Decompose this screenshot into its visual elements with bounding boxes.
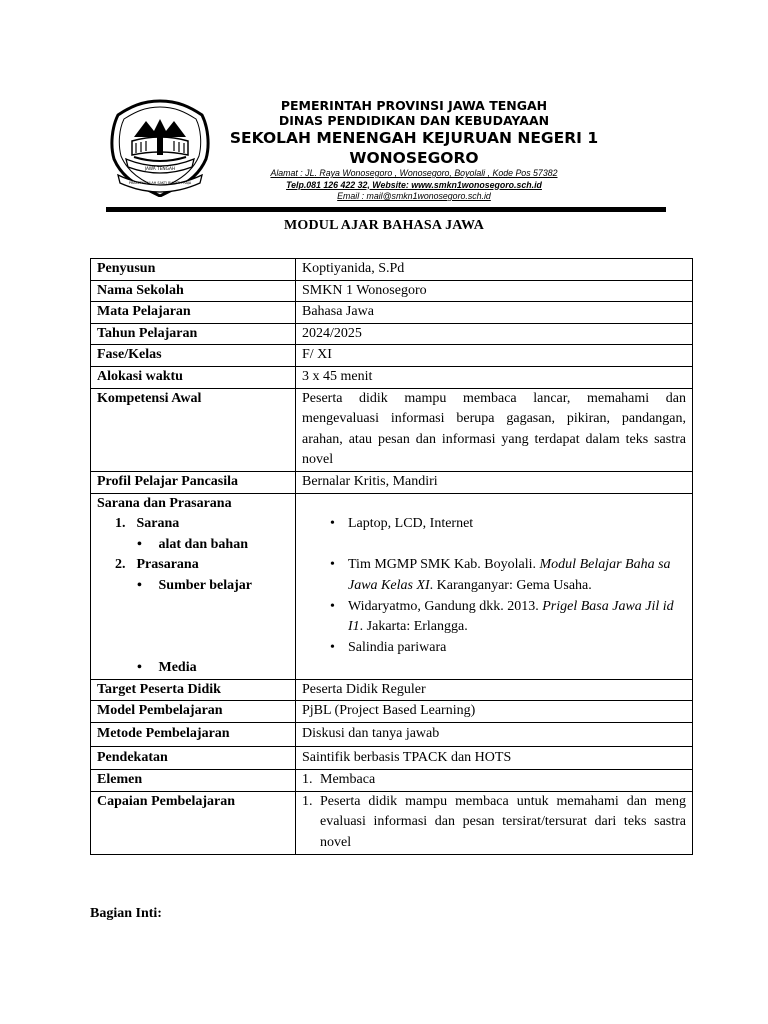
row-value [296,791,693,854]
source-1-publisher: . Karanganyar: Gema Usaha. [429,577,592,593]
table-row [91,280,693,302]
list-value: Peserta didik mampu membaca untuk memahami dan meng evaluasi informasi dan pesan tersirat/tersurat dari teks sastra novel [320,793,686,851]
source-2-publisher: . Jakarta: Erlangga. [359,619,468,635]
row-label: Nama Sekolah [91,280,296,302]
letterhead-divider [106,207,666,212]
table-row [91,323,693,345]
bullet-icon: • [137,660,142,676]
table-row [91,388,693,471]
table-row [91,471,693,493]
logo-motto-text: PRASETYA ULAH SAKTI BHAKTI PRAJA [128,181,192,185]
row-value: 3 x 45 menit [296,366,693,388]
list-number: 2. [115,557,126,573]
row-value: Saintifik berbasis TPACK dan HOTS [296,746,693,770]
provincial-emblem-logo [104,97,216,197]
table-row [91,791,693,854]
list-label: Sumber belajar [158,577,252,593]
table-row [91,679,693,701]
list-item [115,514,289,535]
logo-banner-text: JAWA TENGAH [144,167,176,172]
table-row [91,302,693,324]
row-value: 2024/2025 [296,323,693,345]
list-number: 1. [302,772,313,788]
table-row [91,345,693,367]
row-value: F/ XI [296,345,693,367]
row-label: Target Peserta Didik [91,679,296,701]
list-item [302,792,686,854]
row-label: Kompetensi Awal [91,388,296,471]
letterhead-line-1: PEMERINTAH PROVINSI JAWA TENGAH [280,98,548,113]
row-value: Peserta didik mampu membaca lancar, memahami dan mengevaluasi informasi berupa gagasan, pikiran, pandangan, arahan, atau pesan dan informasi yang terdapat dalam teks sastra novel [296,388,693,471]
source-1-title: Modul Belajar Baha sa Jawa Kelas XI [348,557,671,593]
school-phone-website: Telp.081 126 422 32, Website: www.smkn1wonosegoro.sch.id [286,179,542,190]
row-label: Penyusun [91,259,296,281]
bullet-icon: • [137,536,142,552]
list-label: Sarana [136,516,180,532]
list-label: Prasarana [136,557,199,573]
row-value: Bahasa Jawa [296,302,693,324]
row-label: Mata Pelajaran [91,302,296,324]
list-item [137,576,289,597]
list-item [330,555,686,596]
school-name: SEKOLAH MENENGAH KEJURUAN NEGERI 1 [229,129,599,147]
list-label: alat dan bahan [158,536,248,552]
table-row [91,770,693,792]
list-value: Salindia pariwara [348,639,447,655]
row-label: Profil Pelajar Pancasila [91,471,296,493]
bullet-icon: • [137,577,142,593]
school-name-line-2: WONOSEGORO [349,149,479,167]
spacer [97,597,289,659]
row-label: Elemen [91,770,296,792]
bullet-icon: • [330,516,335,532]
list-item [330,638,686,659]
list-label: Media [158,660,197,676]
school-email: Email : mail@smkn1wonosegoro.sch.id [337,191,491,201]
table-row [91,259,693,281]
list-number: 1. [115,516,126,532]
list-item [302,770,686,791]
row-value: PjBL (Project Based Learning) [296,701,693,723]
module-info-table [90,258,693,855]
row-value: Koptiyanida, S.Pd [296,259,693,281]
list-item [330,597,686,638]
row-label: Fase/Kelas [91,345,296,367]
spacer [302,535,686,556]
source-2-title: Prigel Basa Jawa Jil id I1 [348,598,674,635]
row-label: Pendekatan [91,746,296,770]
row-value: Peserta Didik Reguler [296,679,693,701]
row-label: Tahun Pelajaran [91,323,296,345]
row-value: Diskusi dan tanya jawab [296,723,693,747]
bullet-icon: • [330,557,335,573]
sarana-heading: Sarana dan Prasarana [97,495,232,511]
row-value [296,493,693,679]
table-row [91,746,693,770]
source-1-author: Tim MGMP SMK Kab. Boyolali. [348,557,540,573]
source-2-author: Widaryatmo, Gandung dkk. 2013. [348,598,543,614]
row-value: Bernalar Kritis, Mandiri [296,471,693,493]
list-item [137,658,289,679]
spacer [302,494,686,515]
list-item [330,514,686,535]
table-row [91,701,693,723]
document-title: MODUL AJAR BAHASA JAWA [283,218,485,233]
row-label [91,493,296,679]
section-heading-bagian-inti: Bagian Inti: [90,906,162,921]
row-value: SMKN 1 Wonosegoro [296,280,693,302]
table-row [91,366,693,388]
row-label: Metode Pembelajaran [91,723,296,747]
list-number: 1. [302,793,313,809]
school-address: Alamat : JL. Raya Wonosegoro , Wonosegoro, Boyolali , Kode Pos 57382 [270,168,558,178]
table-row [91,723,693,747]
letterhead-line-2: DINAS PENDIDIKAN DAN KEBUDAYAAN [278,113,550,128]
list-value: Membaca [320,772,376,788]
table-row-sarana [91,493,693,679]
list-item [137,535,289,556]
list-value: Laptop, LCD, Internet [348,516,474,532]
list-item [115,555,289,576]
bullet-icon: • [330,639,335,655]
letterhead-text [220,98,608,203]
row-value [296,770,693,792]
row-label: Alokasi waktu [91,366,296,388]
row-label: Model Pembelajaran [91,701,296,723]
bullet-icon: • [330,598,335,614]
row-label: Capaian Pembelajaran [91,791,296,854]
